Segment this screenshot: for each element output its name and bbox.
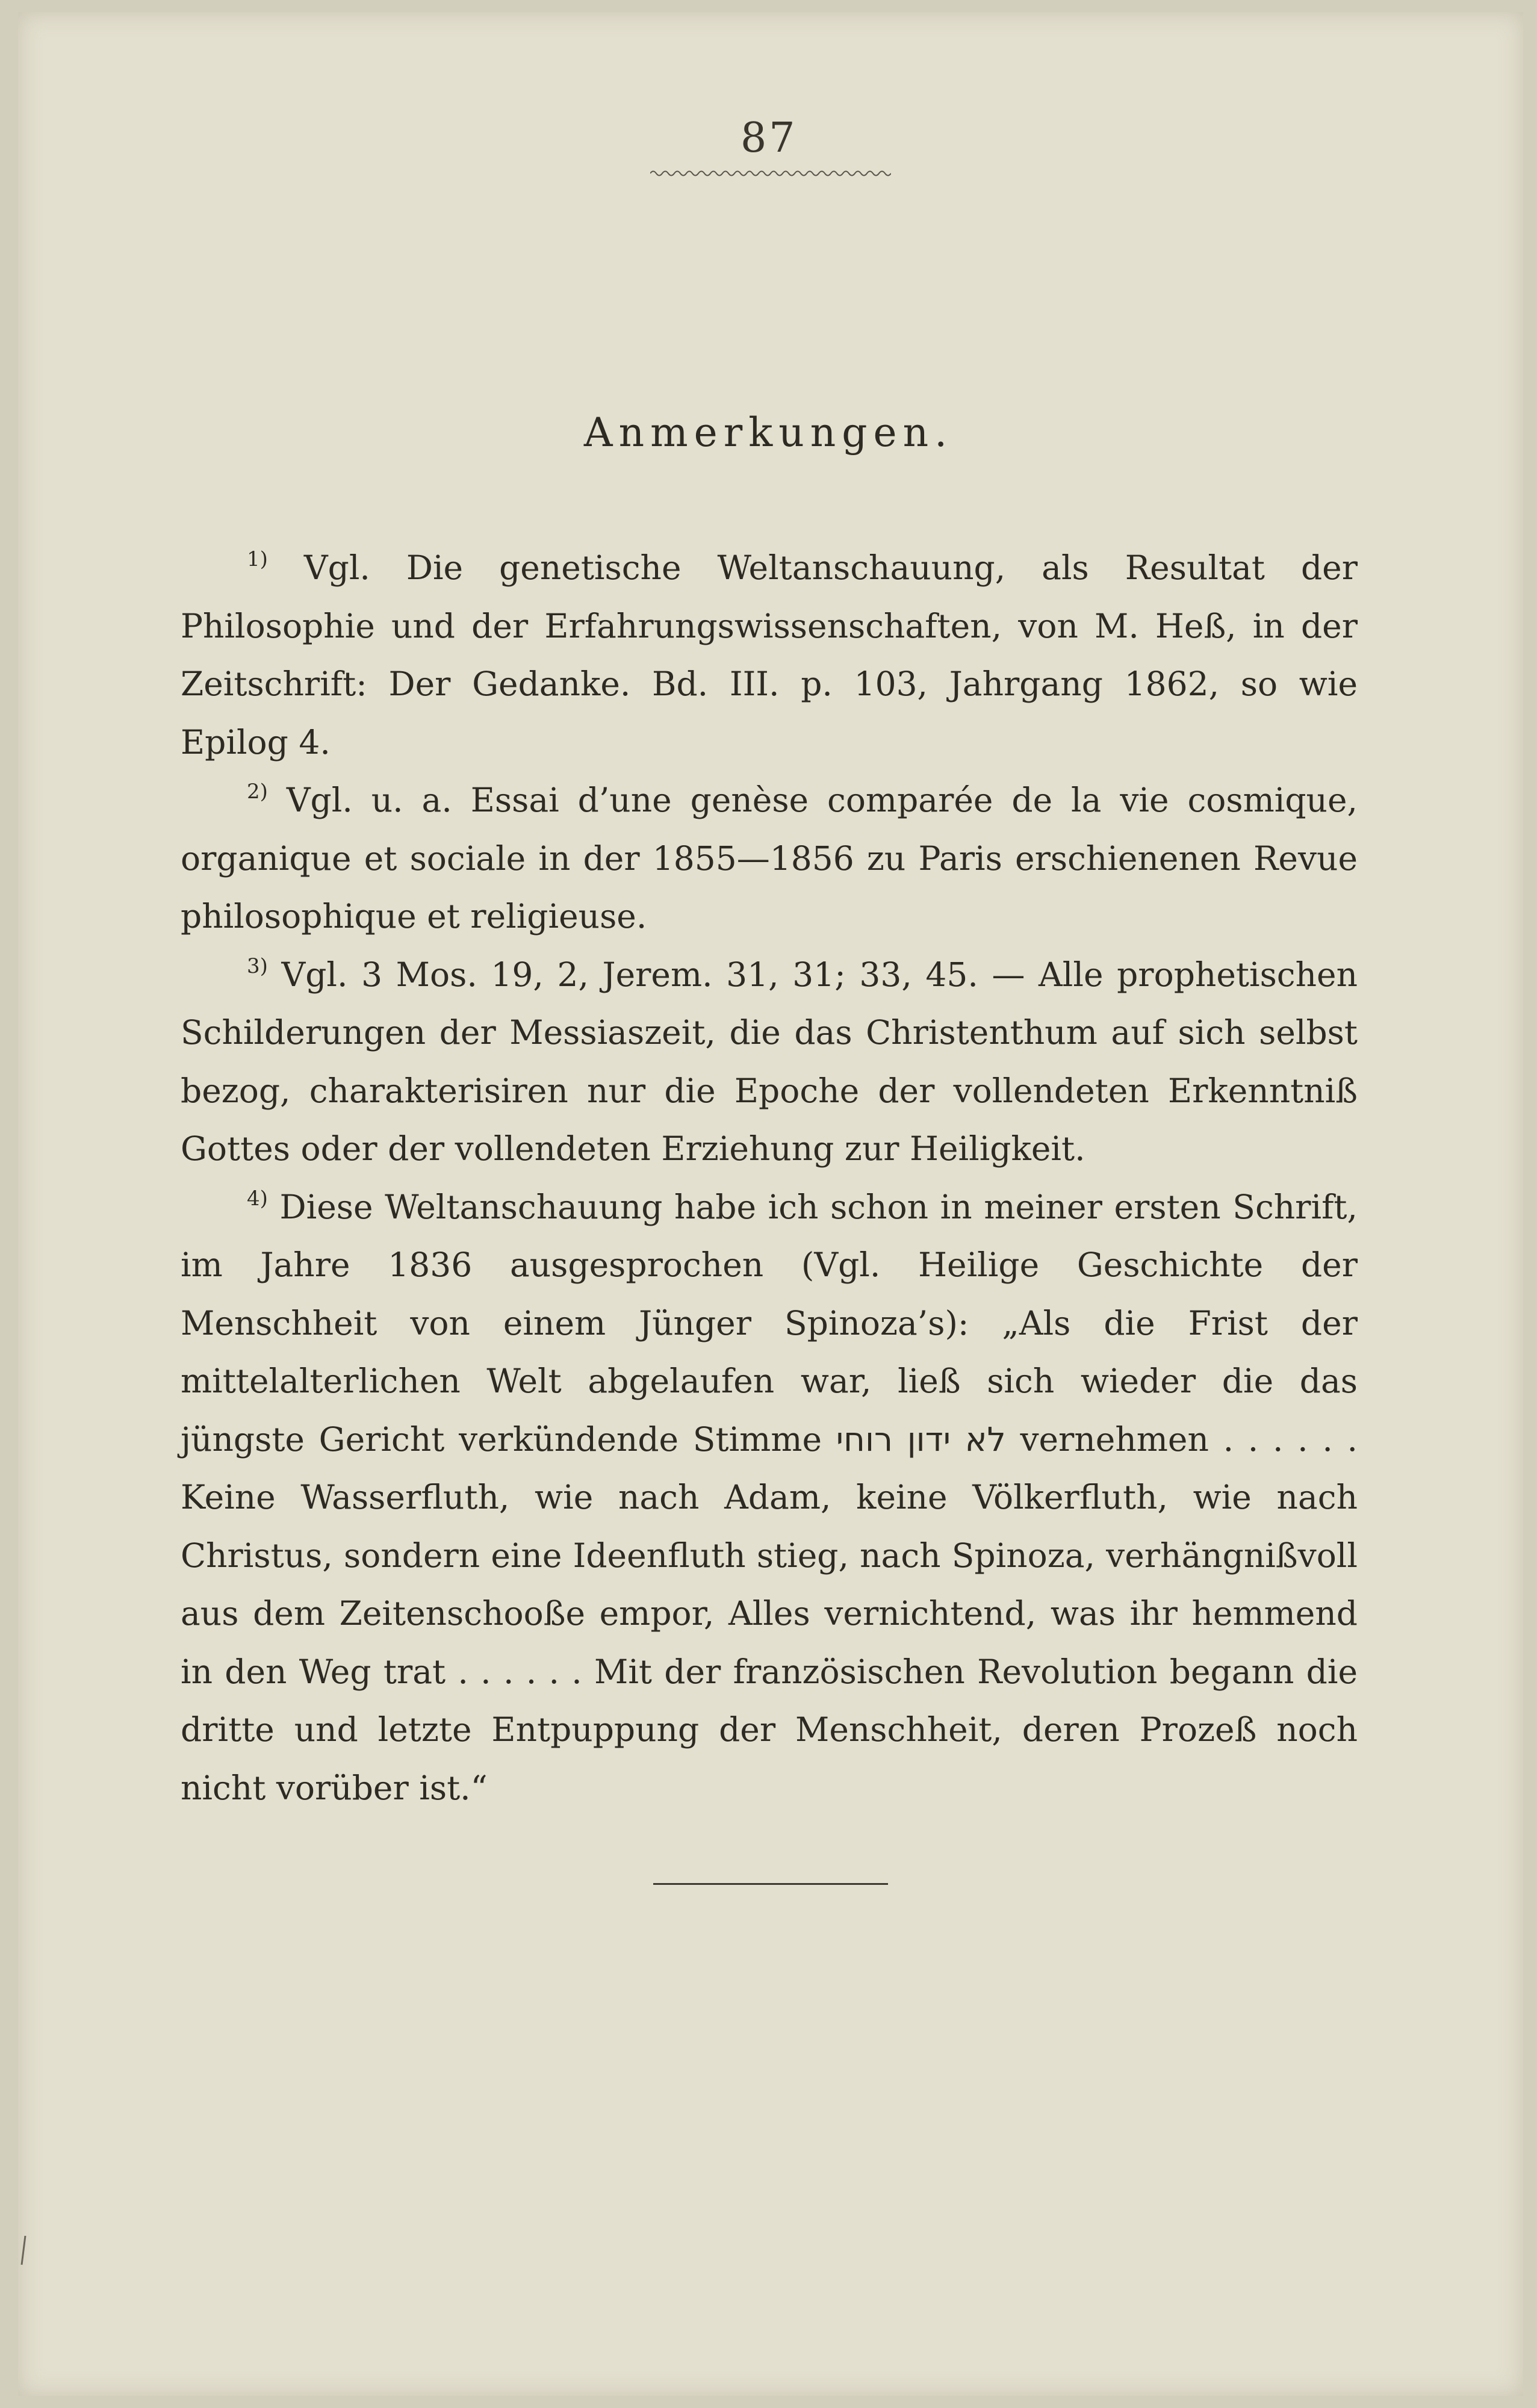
footnote-marker: 2) [247, 780, 268, 804]
footnote-4 [181, 1178, 1358, 1817]
footnote-1 [181, 539, 1358, 771]
footnote-text-continued: vernehmen . . . . . . Keine Wasserfluth, wie nach Adam, keine Völkerfluth, wie nach Christus, sondern eine Ideenfluth stieg, nach Spinoza, verhängnißvoll aus dem Zeitenschooße empor, Alles vernichtend, was ihr hemmend in den Weg trat . . . . . . Mit der französischen Revolution begann die dritte und letzte Entpuppung der Menschheit, deren Prozeß noch nicht vorüber ist.“ [181, 1420, 1358, 1807]
page-number: 87 [741, 114, 798, 162]
footnote-text: Vgl. 3 Mos. 19, 2, Jerem. 31, 31; 33, 45. — Alle prophetischen Schilderungen der Messiaszeit, die das Christenthum auf sich selbst bezog, charakterisiren nur die Epoche der vollendeten Erkenntniß Gottes oder der vollendeten Erziehung zur Heiligkeit. [181, 955, 1358, 1168]
footnote-text: Diese Weltanschauung habe ich schon in meiner ersten Schrift, im Jahre 1836 ausgesprochen (Vgl. Heilige Geschichte der Menschheit von einem Jünger Spinoza’s): „Als die Frist der mittelalterlichen Welt abgelaufen war, ließ sich wieder die das jüngste Gericht verkündende Stimme [181, 1187, 1358, 1459]
ornamental-rule [650, 167, 891, 179]
hebrew-quote: לא ידון רוחי [836, 1420, 1006, 1459]
footnote-text: Vgl. u. a. Essai d’une genèse comparée de la vie cosmique, organique et sociale in der 1855—1856 zu Paris erschienenen Revue philosophique et religieuse. [181, 781, 1358, 936]
footnote-marker: 3) [247, 954, 268, 978]
footnote-text: Vgl. Die genetische Weltanschauung, als Resultat der Philosophie und der Erfahrungswissenschaften, von M. Heß, in der Zeitschrift: Der Gedanke. Bd. III. p. 103, Jahrgang 1862, so wie Epilog 4. [181, 548, 1358, 762]
footnote-marker: 4) [247, 1186, 268, 1211]
margin-pencil-mark [7, 2233, 43, 2270]
section-heading: Anmerkungen. [583, 409, 954, 456]
footnote-2 [181, 771, 1358, 946]
footnote-marker: 1) [247, 547, 268, 571]
footnote-3 [181, 946, 1358, 1178]
end-rule [653, 1883, 888, 1885]
notes-body [181, 539, 1358, 1817]
